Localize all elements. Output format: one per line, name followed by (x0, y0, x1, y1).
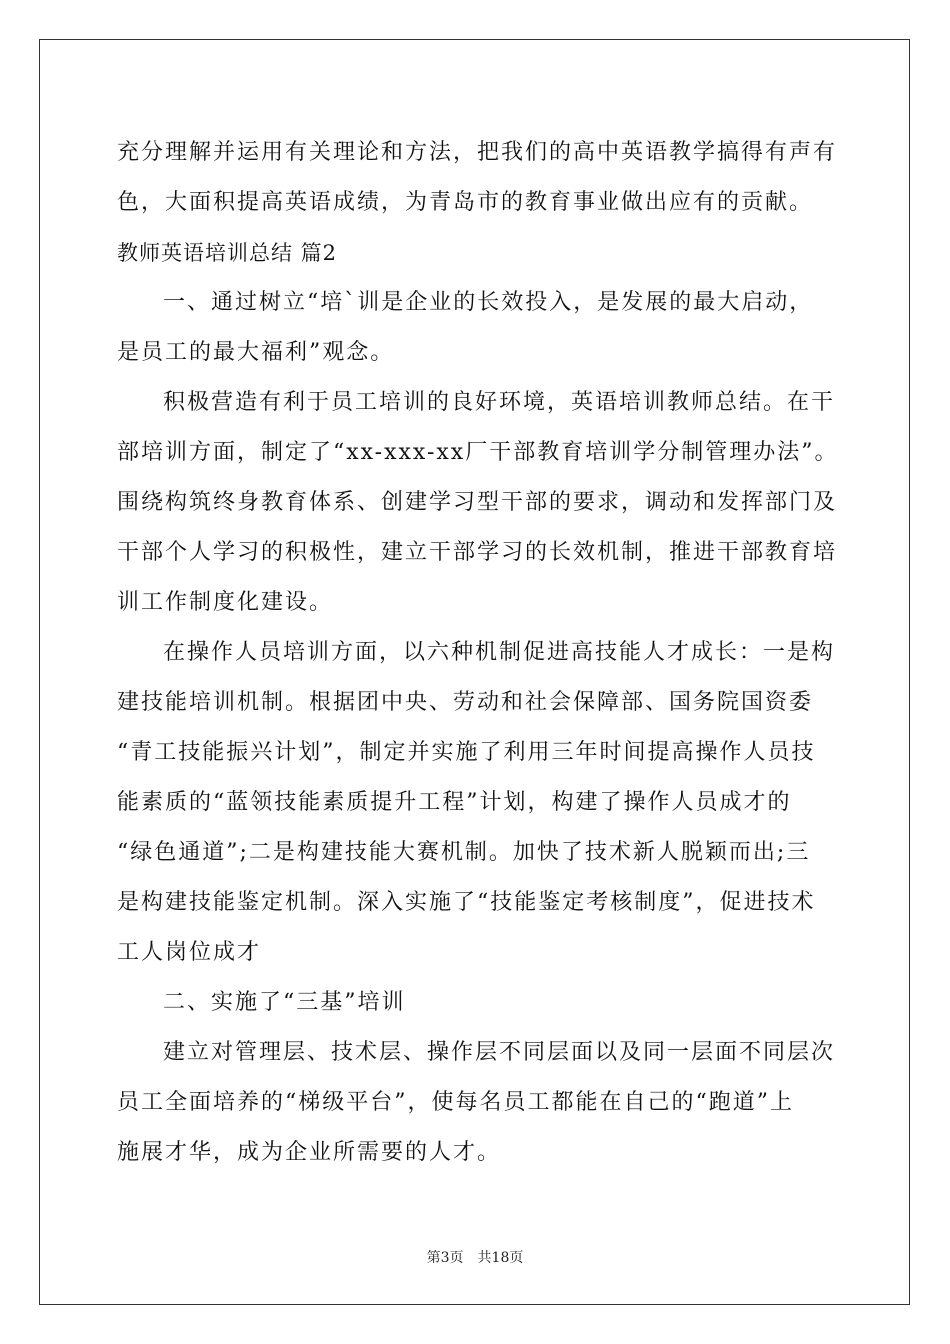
page-number-footer: 第3页 共18页 (426, 1250, 524, 1266)
text-line: 建技能培训机制。根据团中央、劳动和社会保障部、国务院国资委 (117, 690, 814, 715)
text-line: 训工作制度化建设。 (117, 590, 334, 615)
text-line: 在操作人员培训方面，以六种机制促进高技能人才成长：一是构 (163, 640, 836, 665)
document-body (117, 128, 839, 1178)
text-line: “绿色通道”;二是构建技能大赛机制。加快了技术新人脱颖而出;三 (117, 840, 811, 865)
text-line: 是构建技能鉴定机制。深入实施了“技能鉴定考核制度”，促进技术 (117, 890, 816, 915)
text-line: 干部个人学习的积极性，建立干部学习的长效机制，推进干部教育培 (117, 540, 838, 565)
text-line: 建立对管理层、技术层、操作层不同层面以及同一层面不同层次 (163, 1040, 836, 1065)
text-line: 充分理解并运用有关理论和方法，把我们的高中英语教学搞得有声有 (117, 140, 838, 165)
text-line: 围绕构筑终身教育体系、创建学习型干部的要求，调动和发挥部门及 (117, 490, 838, 515)
text-line: “青工技能振兴计划”，制定并实施了利用三年时间提高操作人员技 (117, 740, 816, 765)
text-line: 是员工的最大福利”观念。 (117, 340, 395, 365)
text-line: 一、通过树立“培`训是企业的长效投入，是发展的最大启动， (163, 290, 814, 315)
text-line: 积极营造有利于员工培训的良好环境，英语培训教师总结。在干 (163, 390, 836, 415)
text-line: 二、实施了“三基”培训 (163, 990, 406, 1015)
section-heading: 教师英语培训总结 篇2 (117, 241, 338, 265)
text-line: 部培训方面，制定了“xx-xxx-xx厂干部教育培训学分制管理办法”。 (117, 440, 839, 465)
text-line: 色，大面积提高英语成绩，为青岛市的教育事业做出应有的贡献。 (117, 190, 814, 215)
text-line: 工人岗位成才 (117, 940, 262, 965)
text-line: 能素质的“蓝领技能素质提升工程”计划，构建了操作人员成才的 (117, 790, 792, 815)
text-line: 施展才华，成为企业所需要的人才。 (117, 1140, 502, 1165)
text-line: 员工全面培养的“梯级平台”，使每名员工都能在自己的“跑道”上 (117, 1090, 794, 1115)
